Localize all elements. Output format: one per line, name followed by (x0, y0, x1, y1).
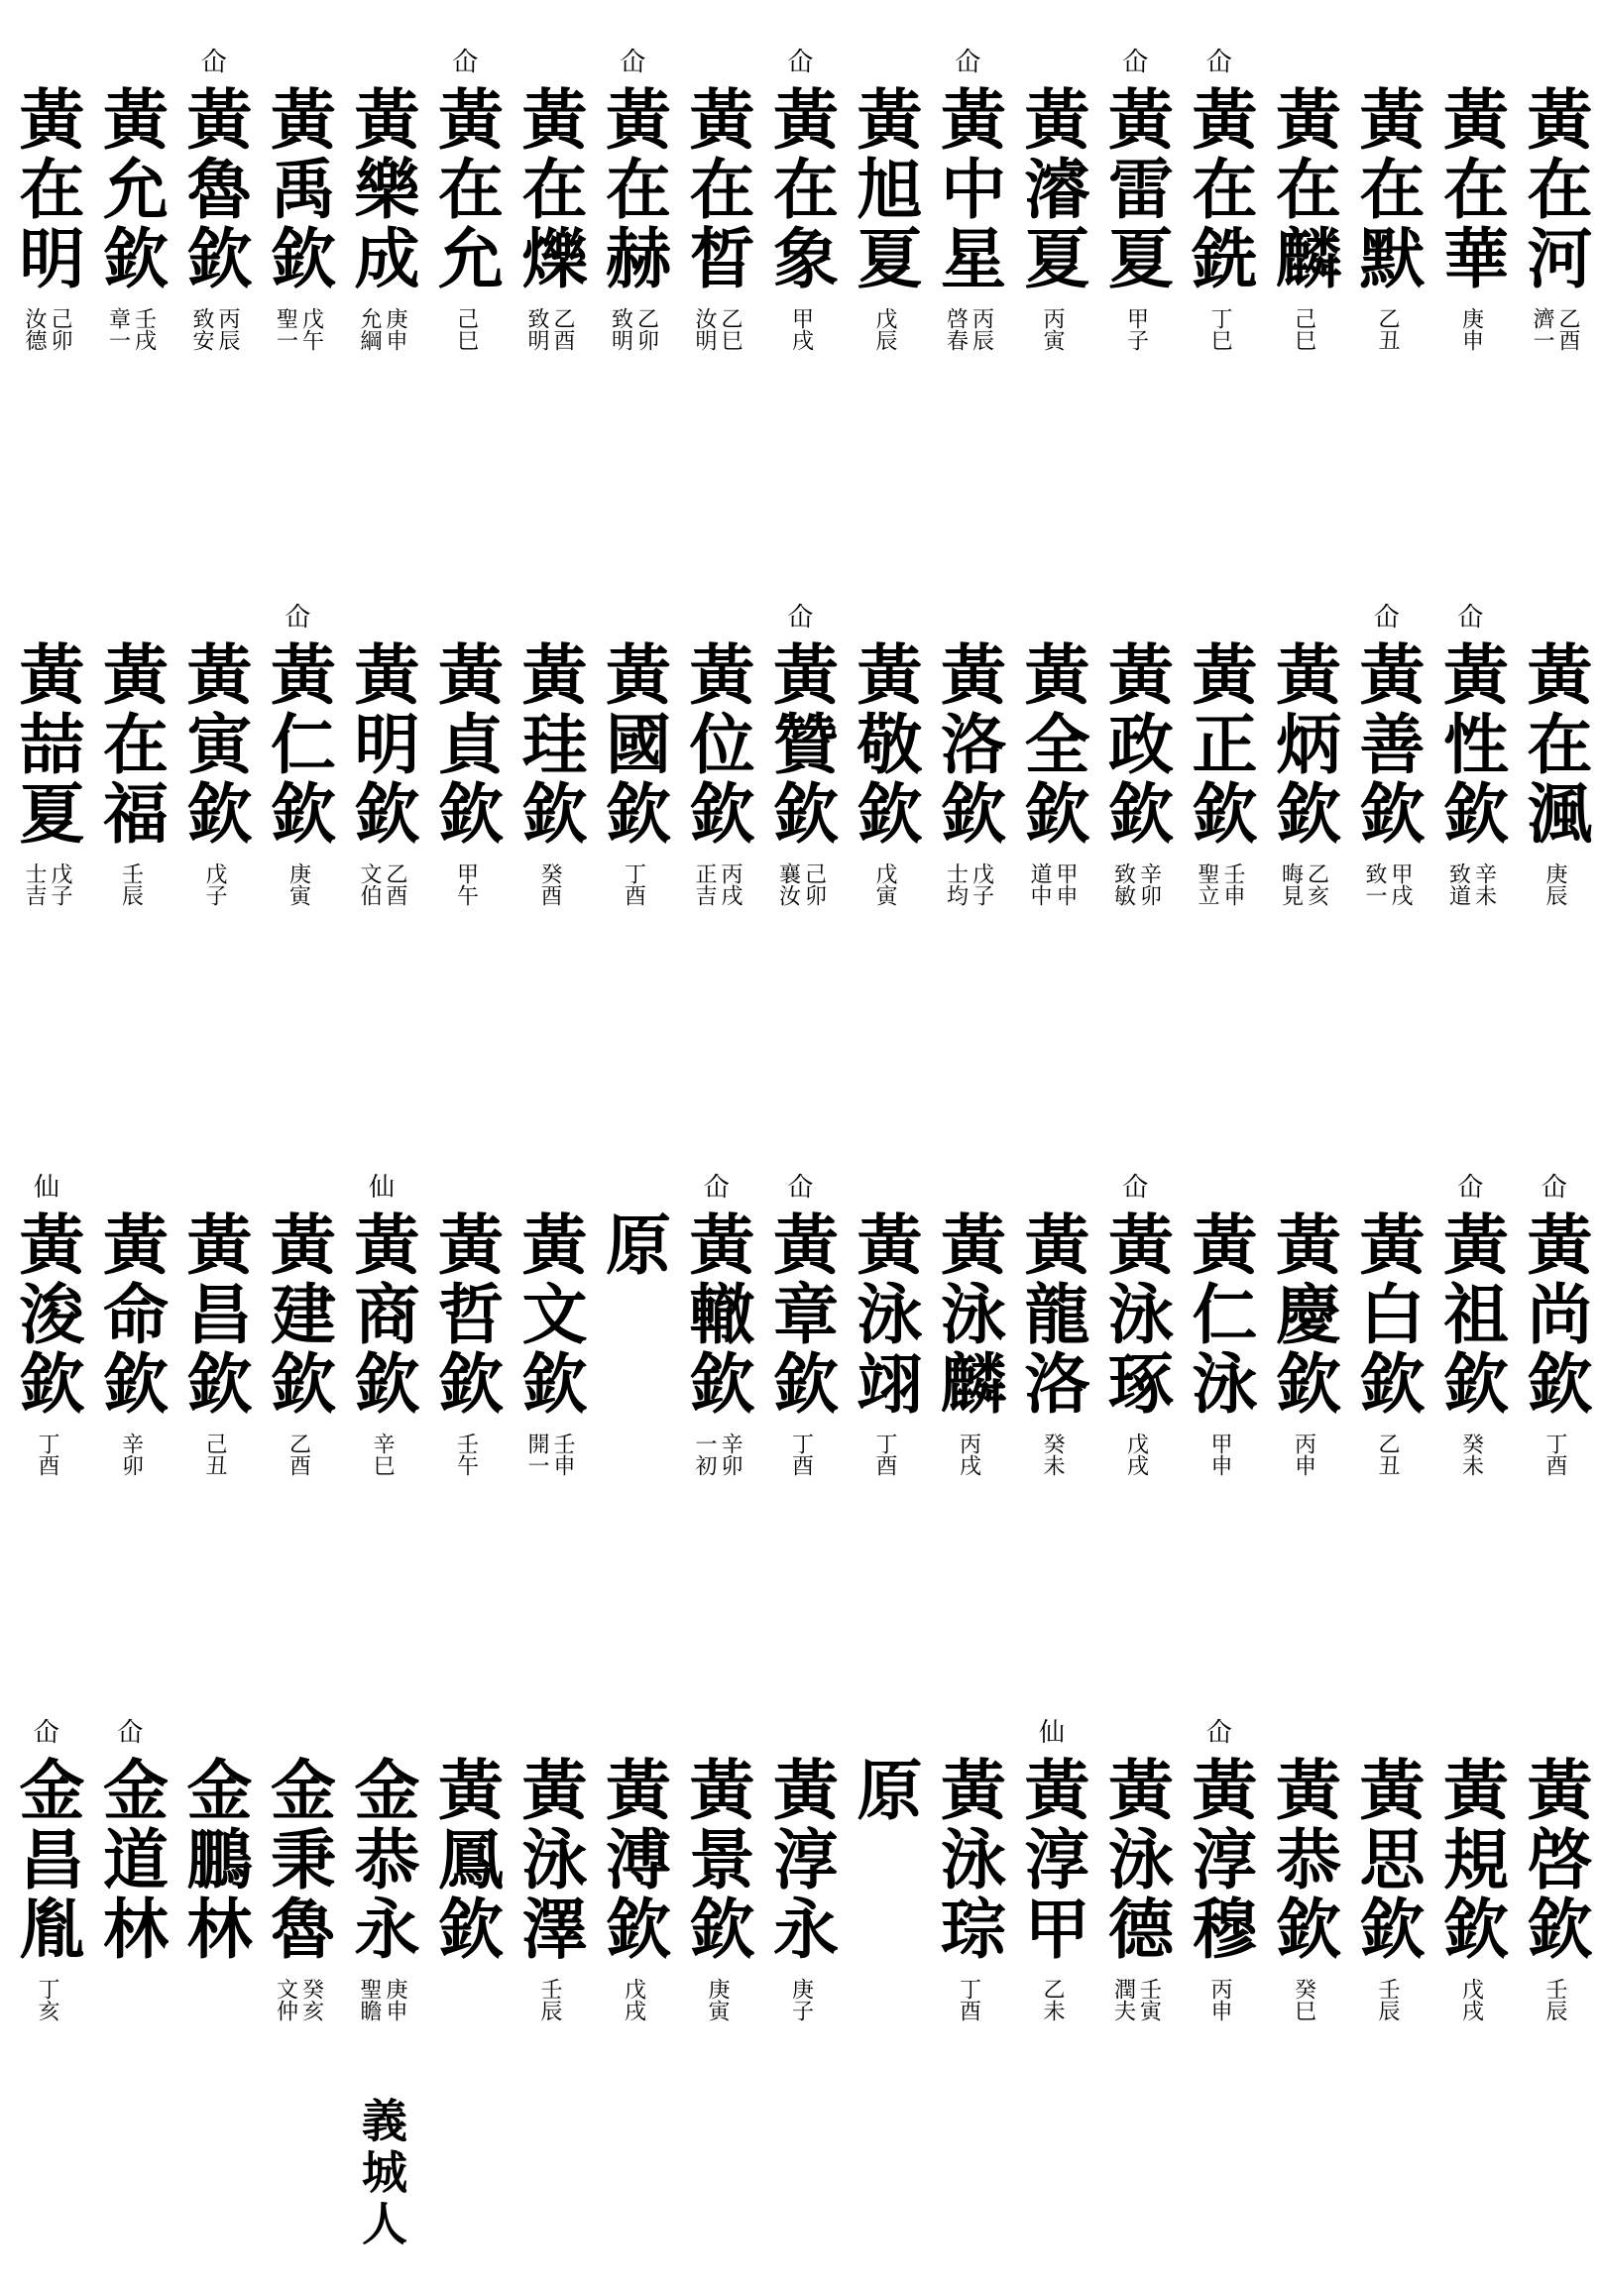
person-name: 黃龍洛 (1013, 1210, 1090, 1419)
birth-year-note: 乙酉 (286, 1433, 311, 1476)
birth-year-note: 壬午 (453, 1433, 479, 1476)
birth-year-note: 丙辰 致安 (189, 307, 240, 351)
name-entry (1513, 1710, 1596, 2087)
birth-year-note: 丁酉 (956, 1978, 981, 2021)
person-name: 黃景欽 (678, 1756, 755, 1964)
name-entry (1513, 1165, 1596, 1542)
birth-year-note: 辛巳 (370, 1433, 395, 1476)
name-entry (592, 595, 675, 972)
birth-year-note: 壬辰 (537, 1978, 562, 2021)
name-entry (927, 595, 1010, 972)
birth-year-note: 壬辰 (118, 862, 144, 906)
birth-year-note: 甲戌 致一 (1362, 862, 1413, 906)
annotation-mark: 仙 (1038, 1718, 1065, 1748)
annotation-mark: 仚 (1457, 1173, 1484, 1203)
birth-year-note: 辛未 致道 (1445, 862, 1497, 906)
person-name: 黃恭欽 (1264, 1756, 1342, 1964)
person-name: 黃淳永 (761, 1756, 840, 1964)
birth-year-note: 戊戌 (1123, 1433, 1149, 1476)
name-entry (1429, 1165, 1513, 1542)
annotation-mark: 仚 (703, 1173, 730, 1203)
person-name: 黃濬夏 (1013, 85, 1090, 293)
birth-year-note: 乙卯 致明 (608, 307, 659, 351)
birth-year-note: 癸巳 (1291, 1978, 1316, 2021)
person-name: 黃命欽 (91, 1210, 170, 1419)
name-entry (172, 1165, 256, 1542)
person-name: 黃中星 (929, 85, 1007, 293)
name-entry (1094, 40, 1178, 416)
birth-year-note: 丙申 (1291, 1433, 1316, 1476)
person-name: 黃珪欽 (511, 640, 588, 849)
name-entry (1010, 1165, 1093, 1542)
name-entry (1345, 595, 1428, 972)
birth-year-note: 乙酉 濟一 (1530, 307, 1580, 351)
person-name: 黃泳德 (1096, 1756, 1175, 1964)
birth-year-note: 甲午 (453, 862, 479, 906)
birth-year-note: 甲申 (1207, 1433, 1232, 1476)
birth-year-note: 乙丑 (1375, 1433, 1400, 1476)
annotation-mark: 仚 (117, 1718, 144, 1748)
annotation-mark: 仚 (620, 48, 646, 77)
person-name: 黃轍欽 (678, 1210, 755, 1419)
register-block-1 (0, 40, 1599, 416)
birth-year-note: 丁酉 (621, 862, 646, 906)
clan-origin-note: 義城人 (355, 2097, 408, 2251)
annotation-mark: 仚 (285, 603, 311, 632)
person-name: 黃貞欽 (426, 640, 505, 849)
name-entry (759, 595, 843, 972)
birth-year-note: 乙亥 晦見 (1278, 862, 1329, 906)
person-name: 黃洛欽 (929, 640, 1007, 849)
person-name: 黃在河 (1516, 85, 1593, 293)
person-name: 黃在赫 (594, 85, 672, 293)
name-entry (89, 1710, 172, 2087)
name-entry (592, 40, 675, 416)
name-entry (340, 595, 423, 972)
name-entry (1262, 1165, 1345, 1542)
birth-year-note: 乙酉 致明 (524, 307, 575, 351)
name-entry (1345, 1165, 1428, 1542)
birth-year-note: 戊午 聖一 (273, 307, 324, 351)
birth-year-note: 丁酉 (872, 1433, 897, 1476)
birth-year-note: 壬申 聖立 (1195, 862, 1245, 906)
name-entry (89, 1165, 172, 1542)
birth-year-note: 庚寅 (286, 862, 311, 906)
person-name: 原 (846, 1756, 923, 1825)
person-name: 黃鳳欽 (426, 1756, 505, 1964)
name-entry (257, 40, 340, 416)
birth-year-note: 庚寅 (705, 1978, 730, 2021)
birth-year-note: 庚子 (788, 1978, 814, 2021)
name-entry (675, 40, 758, 416)
person-name: 黃浚欽 (8, 1210, 85, 1419)
person-name: 黃魯欽 (175, 85, 253, 293)
annotation-mark: 仚 (955, 48, 981, 77)
person-name: 黃白欽 (1348, 1210, 1426, 1419)
birth-year-note: 丁酉 (1542, 1433, 1567, 1476)
person-name: 黃雷夏 (1096, 85, 1175, 293)
person-name: 黃贊欽 (761, 640, 840, 849)
name-entry (592, 1710, 675, 2087)
birth-year-note: 戊戌 (621, 1978, 646, 2021)
birth-year-note: 丙戌 正吉 (692, 862, 742, 906)
birth-year-note: 庚申 (1458, 307, 1484, 351)
annotation-mark: 仚 (1205, 1718, 1232, 1748)
birth-year-note: 辛卯 致敏 (1110, 862, 1162, 906)
name-entry (5, 595, 88, 972)
name-entry (1178, 40, 1261, 416)
person-name: 黃善欽 (1348, 640, 1426, 849)
annotation-mark: 仚 (1541, 1173, 1567, 1203)
birth-year-note: 癸未 (1458, 1433, 1484, 1476)
person-name: 黃尚欽 (1516, 1210, 1593, 1419)
name-entry (1345, 40, 1428, 416)
name-entry (759, 1165, 843, 1542)
name-entry (1345, 1710, 1428, 2087)
name-entry (89, 595, 172, 972)
person-name: 黃旭夏 (846, 85, 923, 293)
birth-year-note: 己丑 (202, 1433, 227, 1476)
person-name: 黃建欽 (259, 1210, 337, 1419)
annotation-mark: 仚 (1457, 603, 1484, 632)
person-name: 黃思欽 (1348, 1756, 1426, 1964)
birth-year-note: 癸未 (1040, 1433, 1065, 1476)
name-entry (1010, 595, 1093, 972)
person-name: 黃明欽 (343, 640, 420, 849)
birth-year-note: 丙寅 (1040, 307, 1065, 351)
name-entry (927, 1165, 1010, 1542)
person-name: 黃淳甲 (1013, 1756, 1090, 1964)
name-entry (508, 40, 591, 416)
person-name: 黃昌欽 (175, 1210, 253, 1419)
person-name: 黃在明 (8, 85, 85, 293)
person-name: 黃性欽 (1431, 640, 1510, 849)
name-entry (759, 40, 843, 416)
name-entry (1429, 595, 1513, 972)
name-entry (1094, 1165, 1178, 1542)
name-entry (172, 595, 256, 972)
person-name: 黃泳麟 (929, 1210, 1007, 1419)
name-entry (927, 40, 1010, 416)
name-entry (1094, 1710, 1178, 2087)
birth-year-note: 戊寅 (872, 862, 897, 906)
person-name: 金恭永 (343, 1756, 420, 1964)
person-name: 黃在渢 (1516, 640, 1593, 849)
name-entry (424, 1165, 508, 1542)
birth-year-note: 庚辰 (1542, 862, 1567, 906)
person-name: 黃哲欽 (426, 1210, 505, 1419)
person-name: 黃規欽 (1431, 1756, 1510, 1964)
birth-year-note: 丁酉 (35, 1433, 59, 1476)
name-entry (1094, 595, 1178, 972)
birth-year-note: 戊戌 (1458, 1978, 1484, 2021)
birth-year-note: 壬辰 (1542, 1978, 1567, 2021)
name-entry (340, 40, 423, 416)
person-name: 黃商欽 (343, 1210, 420, 1419)
birth-year-note: 壬寅 潤夫 (1110, 1978, 1162, 2021)
birth-year-note: 乙酉 文伯 (357, 862, 407, 906)
birth-year-note: 乙丑 (1375, 307, 1400, 351)
name-entry (843, 1165, 926, 1542)
name-entry (257, 1165, 340, 1542)
person-name: 黃寅欽 (175, 640, 253, 849)
birth-year-note: 丁亥 (35, 1978, 59, 2021)
person-name: 黃泳琢 (1096, 1210, 1175, 1419)
person-name: 黃位欽 (678, 640, 755, 849)
birth-year-note: 壬辰 (1375, 1978, 1400, 2021)
birth-year-note: 辛卯 (118, 1433, 144, 1476)
birth-year-note: 丁酉 (788, 1433, 814, 1476)
name-entry (340, 1165, 423, 1542)
name-entry (5, 1165, 88, 1542)
name-entry (592, 1165, 675, 1403)
person-name: 黃啓欽 (1516, 1756, 1593, 1964)
birth-year-note: 己巳 (453, 307, 479, 351)
name-entry (89, 40, 172, 416)
name-entry (843, 40, 926, 416)
birth-year-note: 己卯 汝德 (22, 307, 72, 351)
person-name: 金鵬林 (175, 1756, 253, 1964)
name-entry (1262, 1710, 1345, 2087)
person-name: 黃章欽 (761, 1210, 840, 1419)
person-name: 黃在晳 (678, 85, 755, 293)
annotation-mark: 仚 (1122, 48, 1149, 77)
birth-year-note: 戊子 士吉 (22, 862, 72, 906)
person-name: 黃正欽 (1181, 640, 1258, 849)
person-name: 黃在麟 (1264, 85, 1342, 293)
name-entry (340, 1710, 423, 2251)
person-name: 黃祖欽 (1431, 1210, 1510, 1419)
person-name: 黃在允 (426, 85, 505, 293)
person-name: 黃全欽 (1013, 640, 1090, 849)
birth-year-note: 庚申 允綱 (357, 307, 407, 351)
name-entry (675, 595, 758, 972)
name-entry (843, 1710, 926, 1948)
annotation-mark: 仚 (1373, 603, 1400, 632)
name-entry (1429, 40, 1513, 416)
person-name: 黃在默 (1348, 85, 1426, 293)
birth-year-note: 乙巳 汝明 (692, 307, 742, 351)
person-name: 黃禹欽 (259, 85, 337, 293)
person-name: 黃在爍 (511, 85, 588, 293)
person-name: 黃淳穆 (1181, 1756, 1258, 1964)
name-entry (424, 1710, 508, 2087)
birth-year-note: 戊子 (202, 862, 227, 906)
name-entry (1178, 595, 1261, 972)
person-name: 黃泳琮 (929, 1756, 1007, 1964)
person-name: 黃敬欽 (846, 640, 923, 849)
annotation-mark: 仚 (1122, 1173, 1149, 1203)
name-entry (1262, 40, 1345, 416)
name-entry (508, 595, 591, 972)
person-name: 黃泳澤 (511, 1756, 588, 1964)
person-name: 黃溥欽 (594, 1756, 672, 1964)
name-entry (508, 1710, 591, 2087)
name-entry (5, 1710, 88, 2087)
person-name: 金昌胤 (8, 1756, 85, 1964)
person-name: 黃仁欽 (259, 640, 337, 849)
name-entry (172, 40, 256, 416)
birth-year-note: 己巳 (1291, 307, 1316, 351)
birth-year-note: 甲戌 (788, 307, 814, 351)
register-block-3 (0, 1165, 1599, 1581)
annotation-mark: 仚 (200, 48, 227, 77)
birth-year-note: 丁巳 (1207, 307, 1232, 351)
name-entry (508, 1165, 591, 1542)
annotation-mark: 仚 (787, 48, 814, 77)
name-entry (1010, 40, 1093, 416)
name-entry (1429, 1710, 1513, 2087)
name-entry (1178, 1710, 1261, 2087)
birth-year-note: 壬申 開一 (524, 1433, 575, 1476)
person-name: 黃在象 (761, 85, 840, 293)
register-block-2 (0, 595, 1599, 991)
name-entry (1262, 595, 1345, 972)
name-entry (1513, 595, 1596, 972)
name-entry (675, 1710, 758, 2087)
person-name: 金道林 (91, 1756, 170, 1964)
birth-year-note: 癸亥 文仲 (273, 1978, 324, 2021)
name-entry (424, 40, 508, 416)
person-name: 黃仁泳 (1181, 1210, 1258, 1419)
name-entry (759, 1710, 843, 2087)
birth-year-note: 己卯 襄汝 (775, 862, 827, 906)
name-entry (1178, 1165, 1261, 1542)
annotation-mark: 仚 (1205, 48, 1232, 77)
annotation-mark: 仚 (33, 1718, 59, 1748)
name-entry (675, 1165, 758, 1542)
name-entry (5, 40, 88, 416)
person-name: 黃樂成 (343, 85, 420, 293)
person-name: 黃允欽 (91, 85, 170, 293)
person-name: 黃國欽 (594, 640, 672, 849)
birth-year-note: 庚申 聖瞻 (357, 1978, 407, 2021)
name-entry (1513, 40, 1596, 416)
person-name: 黃炳欽 (1264, 640, 1342, 849)
person-name: 金秉魯 (259, 1756, 337, 1964)
name-entry (843, 595, 926, 972)
birth-year-note: 甲子 (1123, 307, 1149, 351)
birth-year-note: 丙辰 啓春 (943, 307, 994, 351)
annotation-mark: 仚 (452, 48, 479, 77)
birth-year-note: 甲申 道中 (1027, 862, 1078, 906)
name-entry (1010, 1710, 1093, 2087)
birth-year-note: 壬戌 章一 (105, 307, 157, 351)
birth-year-note: 辛卯 一初 (692, 1433, 742, 1476)
person-name: 黃文欽 (511, 1210, 588, 1419)
person-name: 黃慶欽 (1264, 1210, 1342, 1419)
annotation-mark: 仙 (368, 1173, 395, 1203)
person-name: 黃在銑 (1181, 85, 1258, 293)
person-name: 黃喆夏 (8, 640, 85, 849)
birth-year-note: 丙戌 (956, 1433, 981, 1476)
name-entry (257, 1710, 340, 2087)
name-entry (927, 1710, 1010, 2087)
person-name: 黃在華 (1431, 85, 1510, 293)
person-name: 黃政欽 (1096, 640, 1175, 849)
annotation-mark: 仚 (787, 603, 814, 632)
birth-year-note: 丙申 (1207, 1978, 1232, 2021)
birth-year-note: 戊子 士均 (943, 862, 994, 906)
register-block-4 (0, 1710, 1599, 2285)
person-name: 原 (594, 1210, 672, 1280)
person-name: 黃在福 (91, 640, 170, 849)
birth-year-note: 戊辰 (872, 307, 897, 351)
name-entry (172, 1710, 256, 2087)
birth-year-note: 乙未 (1040, 1978, 1065, 2021)
birth-year-note: 癸酉 (537, 862, 562, 906)
name-entry (424, 595, 508, 972)
annotation-mark: 仚 (787, 1173, 814, 1203)
name-entry (257, 595, 340, 972)
annotation-mark: 仙 (33, 1173, 59, 1203)
person-name: 黃泳翊 (846, 1210, 923, 1419)
